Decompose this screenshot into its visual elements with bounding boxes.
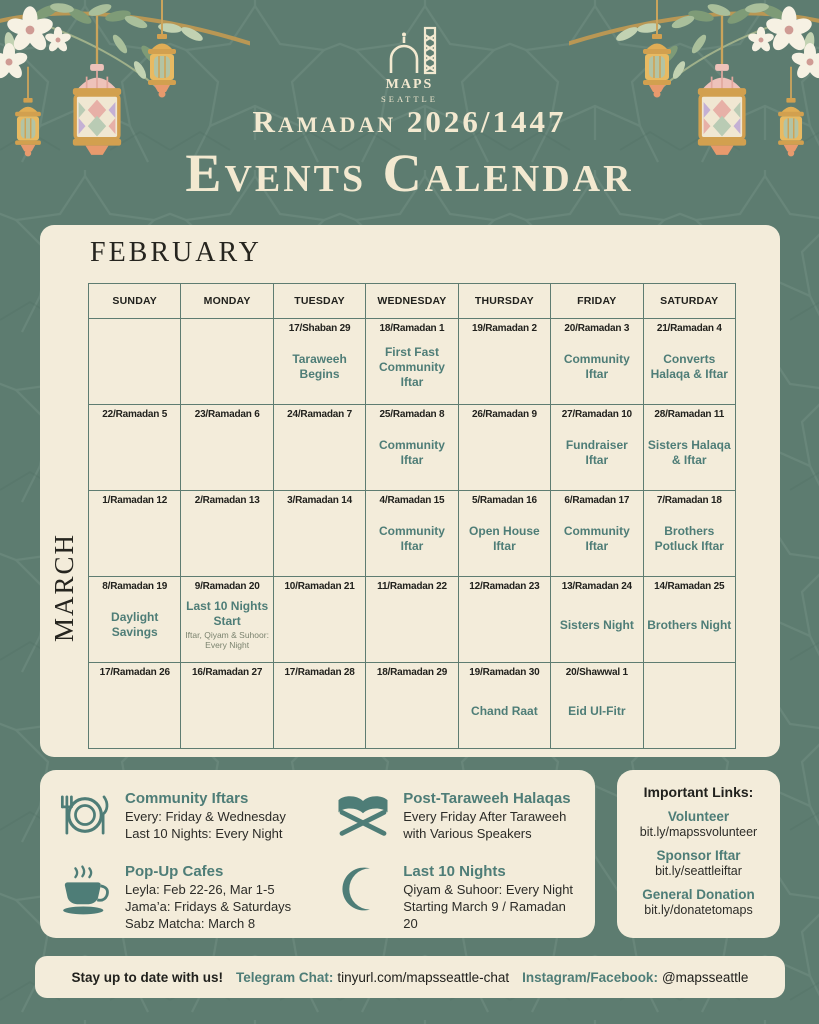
calendar-cell [181,663,273,749]
cell-event: Community Iftar [563,352,630,381]
calendar-cell [551,577,643,663]
calendar-cell [458,663,550,749]
calendar-cell [181,405,273,491]
cell-date: 4/Ramadan 15 [379,495,445,506]
mosque-minaret-icon [373,26,447,76]
cell-event: Converts Halaqa & Iftar [650,352,728,381]
calendar-row [89,577,736,663]
cell-date: 18/Ramadan 1 [379,323,445,334]
events-calendar-title: Events Calendar [185,143,634,203]
cell-date: 24/Ramadan 7 [287,409,352,420]
cell-date: 17/Ramadan 28 [284,667,355,678]
legend-item-pop-up-cafes [56,863,334,933]
legend-title: Last 10 Nights [403,862,506,880]
calendar-cell [643,319,735,405]
calendar-cell [89,663,181,749]
day-header: TUESDAY [273,284,365,319]
calendar-cell [273,319,365,405]
telegram-chat-url: tinyurl.com/mapsseattle-chat [337,969,510,985]
calendar-day-header-row [89,284,736,319]
cell-date: 20/Shawwal 1 [565,667,628,678]
cell-event: Sisters Night [559,617,634,632]
cell-date: 6/Ramadan 17 [564,495,630,506]
calendar-cell [366,577,458,663]
cell-event: Community Iftar [378,438,445,467]
cell-event: Daylight Savings [111,610,159,639]
cell-date: 16/Ramadan 27 [192,667,263,678]
cell-date: 19/Ramadan 2 [471,323,537,334]
cell-date: 2/Ramadan 13 [194,495,260,506]
calendar-grid-body [89,319,736,749]
cell-date: 9/Ramadan 20 [194,581,260,592]
legend-line: Every: Friday & Wednesday [125,809,286,824]
calendar-cell [89,577,181,663]
cell-date: 12/Ramadan 23 [469,581,540,592]
legend-line: Leyla: Feb 22-26, Mar 1-5 [125,881,275,897]
cell-date: 26/Ramadan 9 [471,409,537,420]
day-header: FRIDAY [551,284,643,319]
cell-date: 27/Ramadan 10 [561,409,632,420]
cell-event: Community Iftar [378,524,445,553]
calendar-row [89,319,736,405]
calendar-cell [458,577,550,663]
link-url-volunteer: bit.ly/mapssvolunteer [639,825,758,839]
cell-event: First Fast Community Iftar [378,344,445,389]
cell-event: Last 10 Nights Start [186,599,269,629]
cell-date: 19/Ramadan 30 [469,667,540,678]
calendar-cell [551,319,643,405]
cell-date: 18/Ramadan 29 [376,667,448,678]
day-header: MONDAY [181,284,273,319]
calendar-cell [551,405,643,491]
calendar-cell [366,405,458,491]
legend-title: Community Iftars [125,790,249,807]
legend-title: Pop-Up Cafes [125,862,224,880]
social-label: Instagram/Facebook: [522,969,658,985]
calendar-row [89,491,736,577]
calendar-cell [458,405,550,491]
cell-event: Eid Ul-Fitr [568,703,626,718]
cell-date: 21/Ramadan 4 [656,323,722,334]
legend-title: Post-Taraweeh Halaqas [403,790,571,807]
cell-event: Brothers Night [647,617,732,632]
legend-line: Jama’a: Fridays & Saturdays [125,898,292,914]
calendar-cell [89,319,181,405]
cell-event: Open House Iftar [469,524,540,553]
day-header: SATURDAY [643,284,735,319]
link-label-general-donation: General Donation [642,887,755,902]
legend-item-last-10-nights [334,863,581,933]
legend-line: Qiyam & Suhoor: Every Night [403,881,574,897]
cell-date: 23/Ramadan 6 [194,409,260,420]
cell-date: 17/Shaban 29 [288,323,351,334]
cell-date: 8/Ramadan 19 [102,581,168,592]
calendar-cell [181,577,273,663]
calendar-cell [643,577,735,663]
cell-date: 11/Ramadan 22 [377,581,447,592]
month-label-march: MARCH [49,532,80,642]
important-links-title: Important Links: [643,784,754,800]
cell-date: 20/Ramadan 3 [564,323,630,334]
legend-item-community-iftars [56,790,334,843]
cell-date: 7/Ramadan 18 [656,495,722,506]
legend-line: with Various Speakers [403,825,532,841]
cell-date: 14/Ramadan 25 [654,581,725,592]
maps-seattle-logo [0,26,819,104]
cell-date: 10/Ramadan 21 [284,581,355,592]
logo-subtext: SEATTLE [381,94,438,104]
legend-line: Starting March 9 / Ramadan 20 [403,898,566,931]
cell-event: Chand Raat [471,703,538,718]
legend-item-post-taraweeh-halaqas [334,790,581,843]
calendar-cell [551,491,643,577]
legend-line: Sabz Matcha: March 8 [125,915,256,931]
telegram-chat-label: Telegram Chat: [236,969,334,985]
calendar-cell [366,491,458,577]
calendar-cell [181,319,273,405]
calendar-cell [273,405,365,491]
cell-date: 25/Ramadan 8 [379,409,445,420]
calendar-cell [273,663,365,749]
calendar-cell [643,491,735,577]
month-label-february: FEBRUARY [90,237,262,268]
cell-note: Iftar, Qiyam & Suhoor: Every Night [185,630,269,650]
cell-event: Fundraiser Iftar [565,438,628,467]
cell-date: 1/Ramadan 12 [102,495,168,506]
cell-date: 3/Ramadan 14 [287,495,352,506]
calendar-cell [366,319,458,405]
link-url-sponsor-iftar: bit.ly/seattleiftar [655,864,742,878]
calendar-row [89,405,736,491]
day-header: WEDNESDAY [366,284,458,319]
calendar-cell [181,491,273,577]
footer-bar [35,956,785,998]
cell-event: Brothers Potluck Iftar [654,524,724,553]
calendar-panel [40,225,780,757]
cell-event: Community Iftar [563,524,630,553]
social-handle: @mapsseattle [661,969,749,985]
calendar-row [89,663,736,749]
link-url-general-donation: bit.ly/donatetomaps [644,903,753,917]
ramadan-year-title: Ramadan 2026/1447 [252,104,567,139]
cell-date: 22/Ramadan 5 [102,409,168,420]
plate-cutlery-icon [56,790,114,843]
calendar-cell [643,405,735,491]
calendar-cell [273,491,365,577]
cell-event: Taraweeh Begins [292,352,347,381]
logo-wordmark: MAPS [385,77,434,92]
footer-prompt: Stay up to date with us! [71,969,224,985]
cell-event: Sisters Halaqa & Iftar [647,438,731,467]
legend-line: Every Friday After Taraweeh [403,809,567,824]
crescent-moon-icon [334,863,392,933]
day-header: THURSDAY [458,284,550,319]
calendar-cell [458,319,550,405]
legend-line: Last 10 Nights: Every Night [125,825,283,841]
cell-date: 5/Ramadan 16 [471,495,537,506]
link-label-volunteer: Volunteer [667,809,730,824]
calendar-cell [273,577,365,663]
month-label-march-wrap [42,487,88,687]
calendar-cell [551,663,643,749]
day-header: SUNDAY [89,284,181,319]
calendar-grid [88,283,736,749]
quran-rehal-icon [334,790,392,843]
calendar-cell [458,491,550,577]
cell-date: 28/Ramadan 11 [654,409,725,420]
calendar-cell [643,663,735,749]
calendar-cell [89,491,181,577]
cell-date: 13/Ramadan 24 [561,581,632,592]
cell-date: 17/Ramadan 26 [99,667,170,678]
calendar-cell [366,663,458,749]
link-label-sponsor-iftar: Sponsor Iftar [656,848,741,863]
important-links-panel [617,770,780,938]
coffee-cup-icon [56,863,114,933]
legend-panel [40,770,595,938]
calendar-cell [89,405,181,491]
